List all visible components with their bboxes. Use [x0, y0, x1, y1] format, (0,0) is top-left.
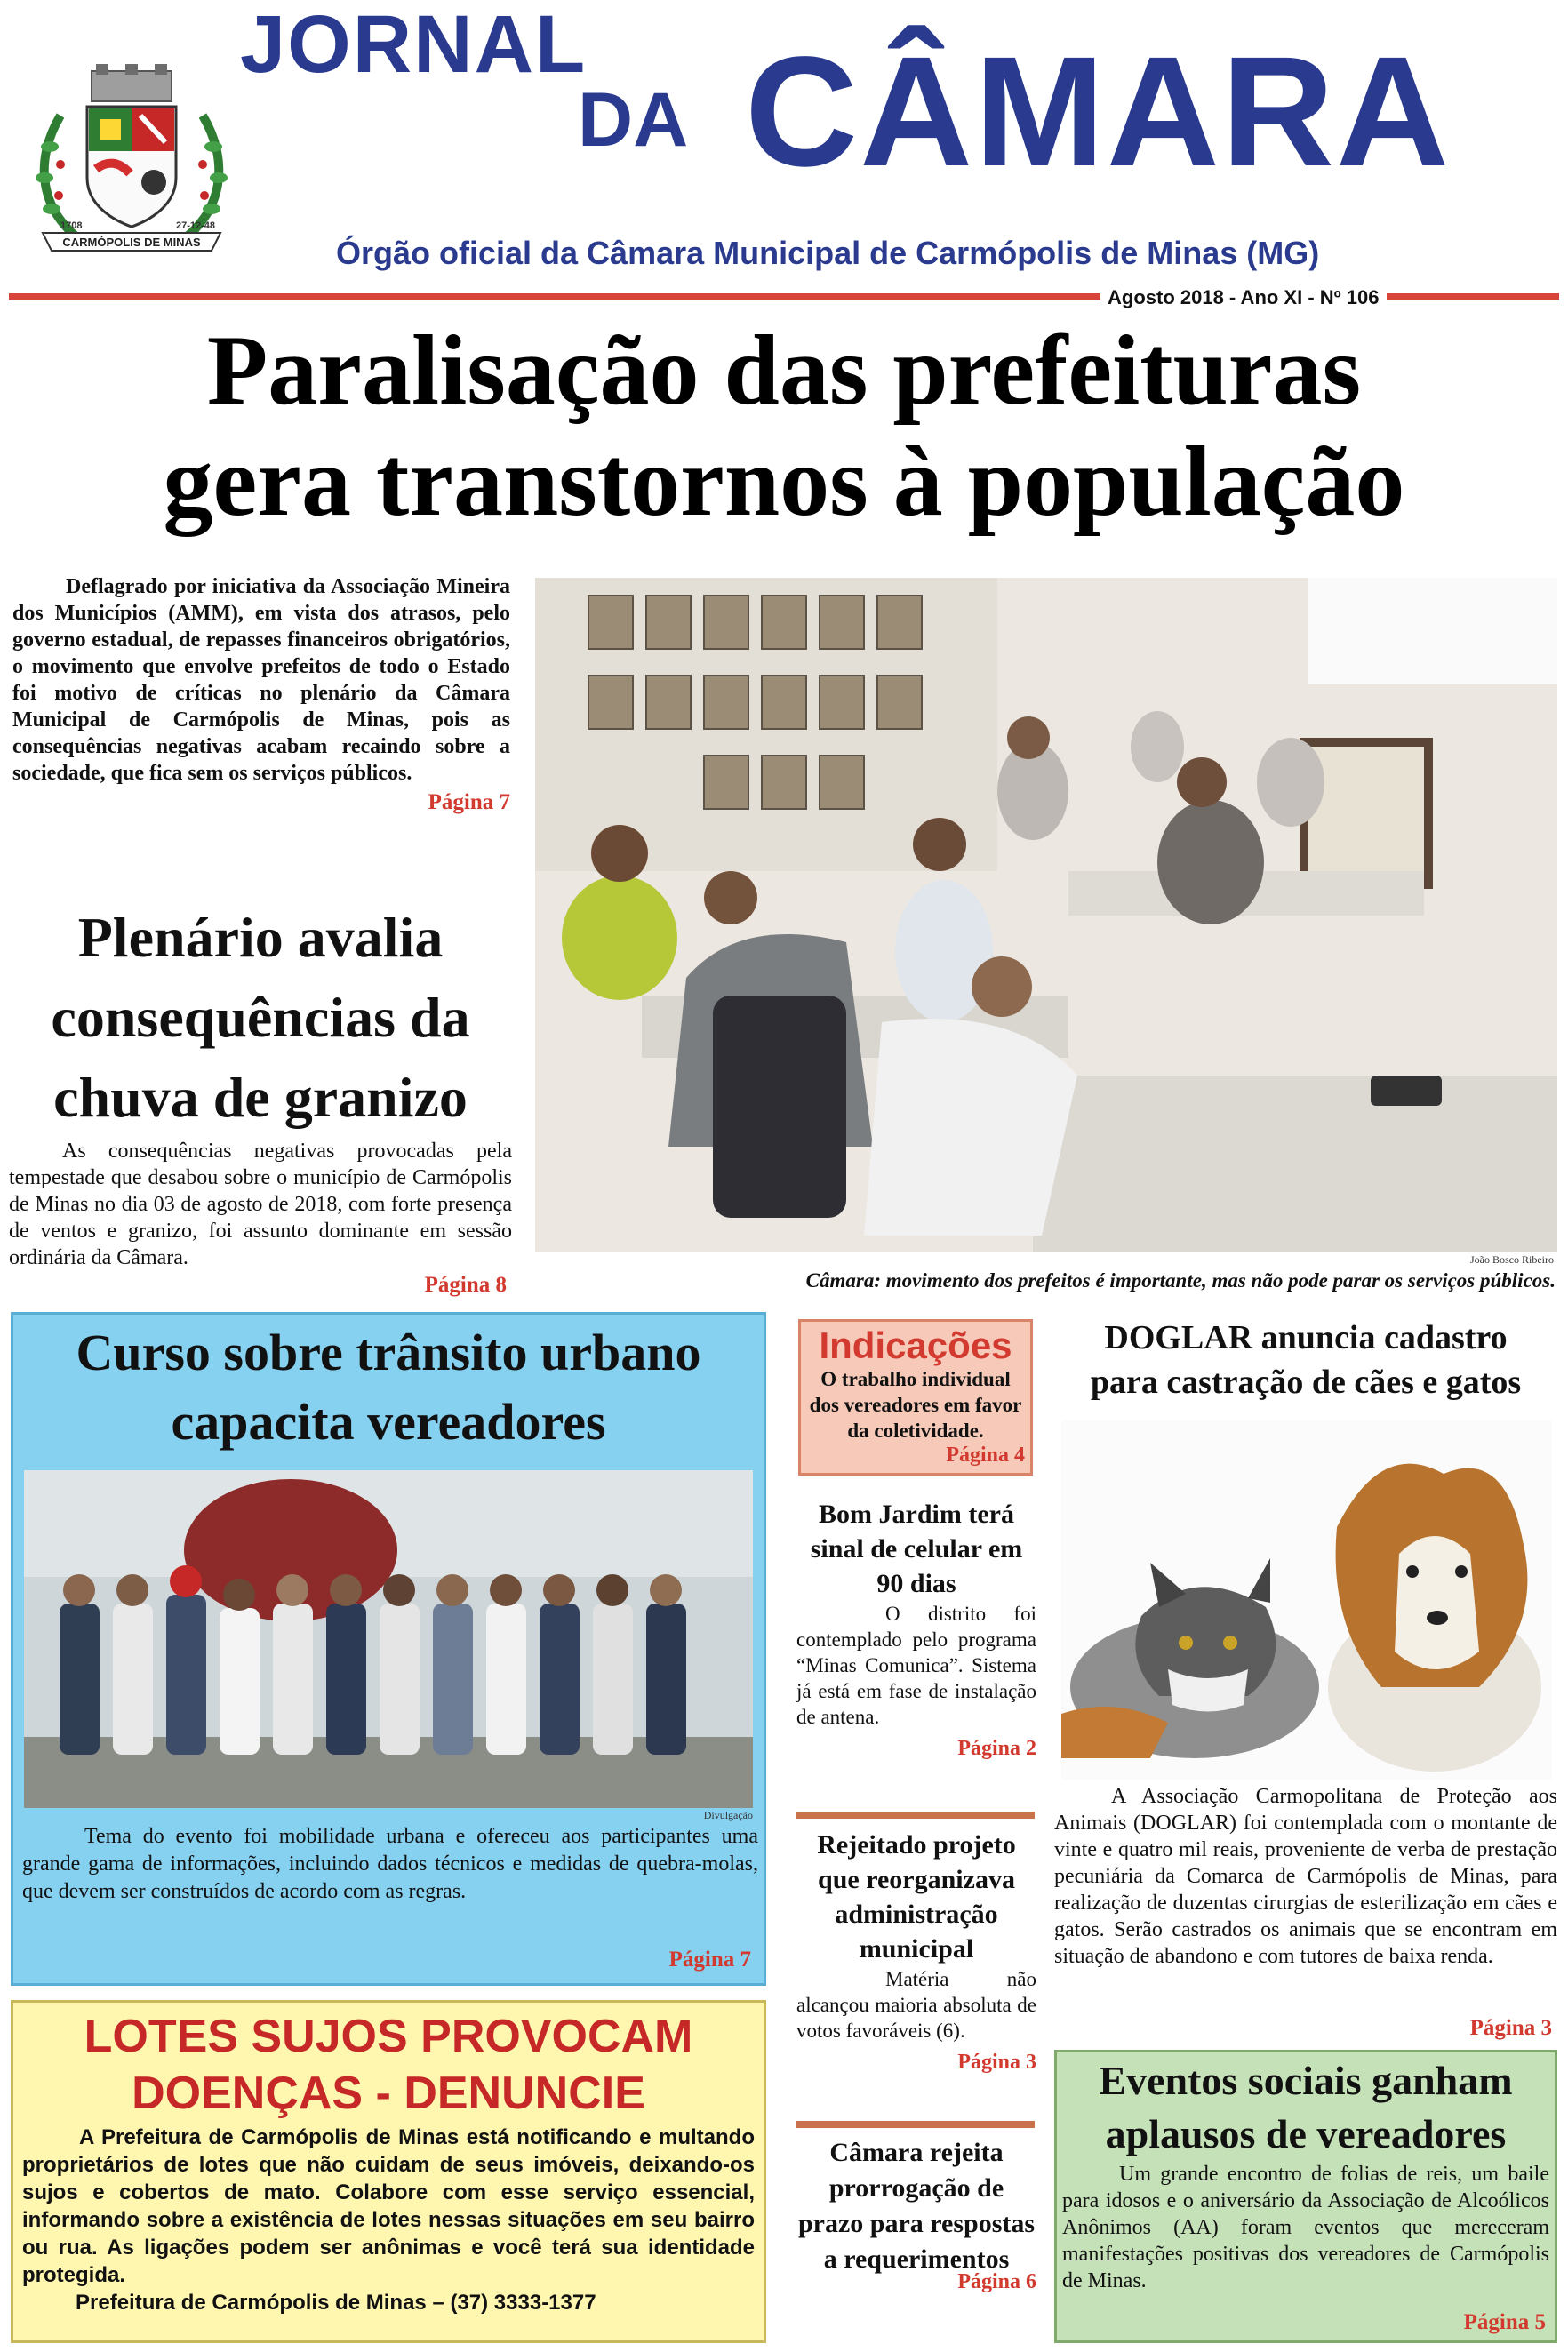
prorrogacao-page-ref: Página 6 — [957, 2270, 1036, 2293]
prorrogacao-article — [796, 2135, 1036, 2294]
headline-line-1: Paralisação das prefeituras — [206, 316, 1362, 426]
main-photo-credit: João Bosco Ribeiro — [1470, 1253, 1554, 1266]
transito-title-line-1: Curso sobre trânsito urbano — [76, 1324, 701, 1381]
rejeitado-page-ref: Página 3 — [957, 2051, 1036, 2074]
transito-page-ref: Página 7 — [668, 1948, 751, 1972]
bom-jardim-page-ref: Página 2 — [957, 1737, 1036, 1760]
lotes-contact: Prefeitura de Carmópolis de Minas – (37) 3333-1377 — [76, 2291, 596, 2315]
lotes-title — [13, 2008, 764, 2122]
rejeitado-title: Rejeitado projeto que reorganizava administração municipal — [817, 1830, 1016, 1964]
council-chamber-photo — [535, 578, 1557, 1252]
masthead-jornal: JORNAL — [240, 0, 588, 90]
edition-info: Agosto 2018 - Ano XI - Nº 106 — [1100, 286, 1387, 309]
eventos-title — [1057, 2054, 1555, 2161]
main-headline — [0, 316, 1568, 538]
crest-year-left: 1708 — [60, 220, 83, 231]
bom-jardim-text: O distrito foi contemplado pelo programa “Minas Comunica”. Sistema já está em fase de instalação de antena. — [796, 1603, 1036, 1728]
doglar-title-line-2: para castração de cães e gatos — [1090, 1364, 1522, 1401]
transito-box — [11, 1312, 766, 1986]
crest-banner-text: CARMÓPOLIS DE MINAS — [62, 236, 201, 249]
main-photo — [535, 578, 1557, 1252]
masthead-subtitle: Órgão oficial da Câmara Municipal de Carmópolis de Minas (MG) — [336, 235, 1320, 271]
group-photo-image — [24, 1470, 753, 1808]
lotes-box — [11, 2000, 766, 2343]
indicacoes-page-ref: Página 4 — [946, 1444, 1025, 1467]
transito-title — [13, 1318, 764, 1457]
eventos-page-ref: Página 5 — [1463, 2310, 1546, 2334]
doglar-title — [1054, 1316, 1557, 1404]
divider-rule-2 — [796, 2121, 1035, 2128]
eventos-title-line-1: Eventos sociais ganham — [1099, 2058, 1513, 2103]
lead-article — [12, 573, 510, 815]
lotes-title-line-2: DOENÇAS - DENUNCIE — [132, 2068, 645, 2119]
indicacoes-title: Indicações — [819, 1324, 1012, 1366]
granizo-title: Plenário avalia consequências da chuva de granizo — [51, 906, 470, 1129]
doglar-page-ref: Página 3 — [1469, 2016, 1552, 2040]
eventos-title-line-2: aplausos de vereadores — [1105, 2111, 1507, 2156]
main-photo-caption: Câmara: movimento dos prefeitos é importante, mas não pode parar os serviços públicos. — [805, 1269, 1556, 1292]
bom-jardim-article — [796, 1497, 1036, 1761]
masthead-da: DA — [578, 77, 689, 163]
bom-jardim-title: Bom Jardim terá sinal de celular em 90 dias — [810, 1500, 1023, 1598]
divider-rule-1 — [796, 1812, 1035, 1819]
transito-title-line-2: capacita vereadores — [171, 1393, 606, 1451]
masthead-camara: CÂMARA — [745, 25, 1452, 199]
granizo-text: As consequências negativas provocadas pela tempestade que desabou sobre o município de Carmópolis de Minas no dia 03 de agosto de 2018, com forte presença de ventos e granizo, foi assunto dominante em sessão ordinária da Câmara. — [9, 1140, 512, 1269]
lotes-title-line-1: LOTES SUJOS PROVOCAM — [84, 2011, 693, 2062]
indicacoes-text: O trabalho individual dos vereadores em favor da coletividade. — [809, 1368, 1022, 1442]
crest-year-right: 27-12-48 — [176, 220, 216, 231]
rejeitado-article — [796, 1828, 1036, 2075]
doglar-text: A Associação Carmopolitana de Proteção aos Animais (DOGLAR) foi contemplada com o montante de vinte e quatro mil reais, proveniente de verba de prestação pecuniária da Comarca de Carmópolis de Minas, para realização de duzentas cirurgias de esterilização em cães e gatos. Serão castrados os animais que se encontram em situação de abandono e com tutores de baixa renda. — [1054, 1785, 1557, 1968]
cat-and-dog-image — [1061, 1420, 1552, 1780]
granizo-page-ref: Página 8 — [424, 1273, 507, 1297]
lead-text: Deflagrado por iniciativa da Associação Mineira dos Municípios (AMM), em vista dos atrasos, pelo governo estadual, de repasses financeiros obrigatórios, o movimento que envolve prefeitos de todo o Estado foi motivo de críticas no plenário da Câmara Municipal de Carmópolis de Minas, pois as consequências negativas acabam recaindo sobre a sociedade, que fica sem os serviços públicos. — [12, 575, 510, 785]
rejeitado-text: Matéria não alcançou maioria absoluta de votos favoráveis (6). — [796, 1968, 1036, 2042]
municipal-crest-logo — [25, 62, 238, 267]
prorrogacao-title: Câmara rejeita prorrogação de prazo para respostas a requerimentos — [797, 2138, 1036, 2274]
transito-photo-credit: Divulgação — [703, 1809, 753, 1821]
lotes-text: A Prefeitura de Carmópolis de Minas está notificando e multando proprietários de lotes que não cuidam de seus imóveis, deixando-os sujos e cobertos de mato. Colabore com esse serviço essencial, informando sobre a existência de lotes nessas situações em seu bairro ou rua. As ligações podem ser anônimas e você terá sua identidade protegida. — [22, 2125, 755, 2287]
indicacoes-box — [798, 1319, 1033, 1476]
transito-group-photo — [24, 1470, 753, 1808]
eventos-text: Um grande encontro de folias de reis, um baile para idosos e o aniversário da Associação de Alcoólicos Anônimos (AA) foram eventos que mereceram manifestações positivas dos vereadores de Carmópolis de Minas. — [1062, 2163, 1549, 2292]
transito-text: Tema do evento foi mobilidade urbana e ofereceu aos participantes uma grande gama de informações, incluindo dados técnicos e medidas de quebra-molas, que devem ser construídos de acordo com as regras. — [22, 1825, 758, 1903]
lead-page-ref: Página 7 — [428, 790, 510, 814]
granizo-article — [9, 898, 512, 1298]
doglar-title-line-1: DOGLAR anuncia cadastro — [1104, 1319, 1508, 1356]
eventos-box — [1054, 2050, 1557, 2343]
doglar-photo — [1061, 1420, 1552, 1780]
headline-line-2: gera transtornos à população — [163, 427, 1405, 537]
